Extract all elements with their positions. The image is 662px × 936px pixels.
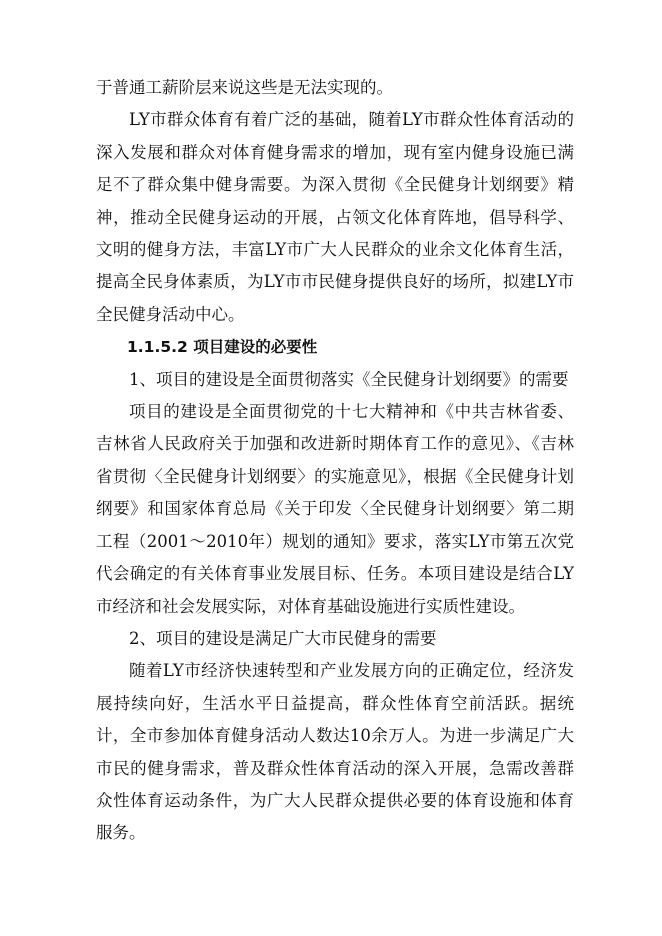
paragraph-point-2: 随着LY市经济快速转型和产业发展方向的正确定位，经济发展持续向好，生活水平日益提高，群众性体育空前活跃。据统计，全市参加体育健身活动人数达10余万人。为进一步满足广大市民的健身需求，普及群众性体育活动的深入开展，急需改善群众性体育运动条件，为广大人民群众提供必要的体育设施和体育服务。 [96,661,574,843]
paragraph-background: LY市群众体育有着广泛的基础，随着LY市群众性体育活动的深入发展和群众对体育健身需求的增加，现有室内健身设施已满足不了群众集中健身需要。为深入贯彻《全民健身计划纲要》精神，推动全民健身运动的开展，占领文化体育阵地，倡导科学、文明的健身方法，丰富LY市广大人民群众的业余文化体育生活，提高全民身体素质，为LY市市民健身提供良好的场所，拟建LY市全民健身活动中心。 [96,110,574,324]
section-heading: 1.1.5.2 项目建设的必要性 [127,338,318,357]
subheading-point-2: 2、项目的建设是满足广大市民健身的需要 [129,628,437,648]
paragraph-point-1: 项目的建设是全面贯彻党的十七大精神和《中共吉林省委、吉林省人民政府关于加强和改进新时期体育工作的意见》、《吉林省贯彻〈全民健身计划纲要〉的实施意见》，根据《全民健身计划纲要》和国家体育总局《关于印发〈全民健身计划纲要〉第二期工程（2001～2010年）规划的通知》要求，落实LY市第五次党代会确定的有关体育事业发展目标、任务。本项目建设是结合LY市经济和社会发展实际，对体育基础设施进行实质性建设。 [96,402,574,616]
document-body [96,72,574,850]
subheading-point-1: 1、项目的建设是全面贯彻落实《全民健身计划纲要》的需要 [129,369,569,389]
paragraph-continuation: 于普通工薪阶层来说这些是无法实现的。 [96,78,393,97]
